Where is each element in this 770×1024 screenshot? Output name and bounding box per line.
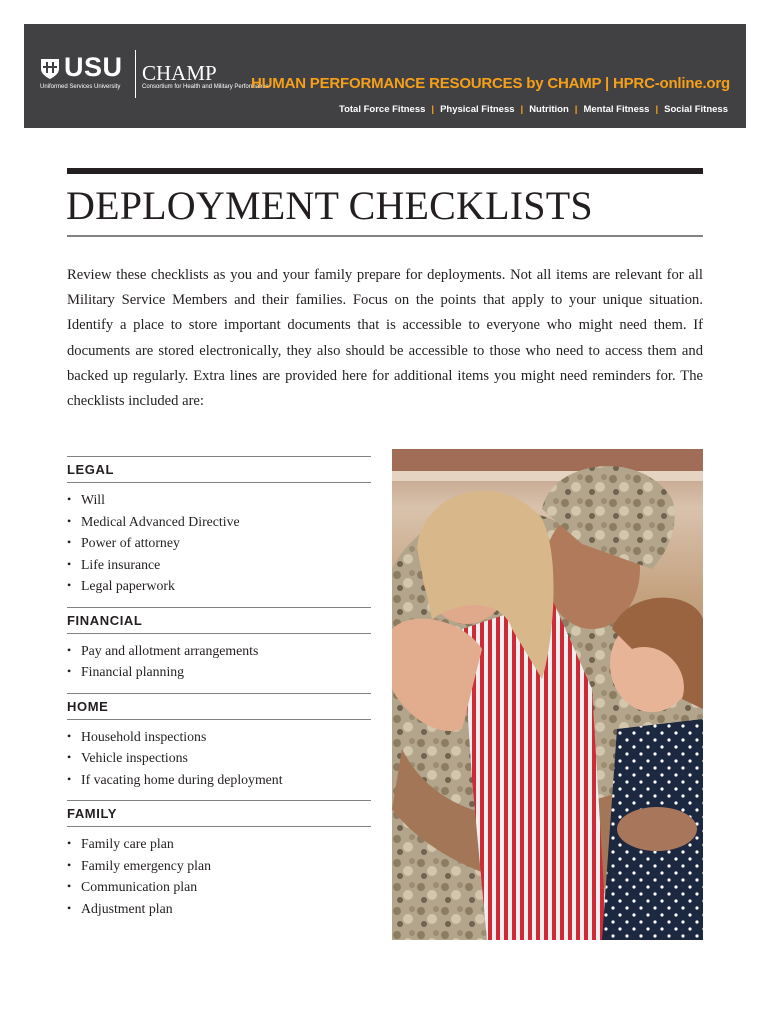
list-item: • Medical Advanced Directive: [67, 511, 371, 533]
section-heading-home: HOME: [67, 693, 371, 720]
nav-link-mental-fitness[interactable]: Mental Fitness: [583, 104, 650, 115]
list-item: • Household inspections: [67, 726, 371, 748]
section-heading-family: FAMILY: [67, 800, 371, 827]
list-item: • Family emergency plan: [67, 855, 371, 877]
list-item: • Power of attorney: [67, 532, 371, 554]
nav-separator: |: [431, 104, 435, 115]
nav-link-total-force-fitness[interactable]: Total Force Fitness: [338, 104, 426, 115]
list-item: • Communication plan: [67, 876, 371, 898]
nav-separator: |: [574, 104, 578, 115]
usu-shield-icon: [40, 58, 60, 80]
family-list: [67, 833, 371, 919]
checklists: [67, 456, 371, 929]
usu-subtitle: Uniformed Services University: [40, 84, 121, 90]
list-item: • Legal paperwork: [67, 575, 371, 597]
family-reunion-photo: [392, 449, 703, 940]
photo-illustration: [392, 449, 703, 940]
home-list: [67, 726, 371, 791]
list-item: • Life insurance: [67, 554, 371, 576]
financial-list: [67, 640, 371, 683]
logo-divider: [135, 50, 136, 98]
section-heading-legal: LEGAL: [67, 456, 371, 483]
title-top-rule: [67, 168, 703, 174]
nav-separator: |: [655, 104, 659, 115]
nav-link-physical-fitness[interactable]: Physical Fitness: [440, 104, 515, 115]
list-item: • Will: [67, 489, 371, 511]
champ-subtitle: Consortium for Health and Military Performance: [142, 84, 269, 90]
list-item: • Vehicle inspections: [67, 747, 371, 769]
list-item: • Financial planning: [67, 661, 371, 683]
list-item: • Family care plan: [67, 833, 371, 855]
header-banner: [24, 24, 746, 128]
title-bottom-rule: [67, 235, 703, 237]
intro-paragraph: Review these checklists as you and your family prepare for deployments. Not all items are relevant for all Military Service Members and their families. Focus on the points that apply to your unique situation. Identify a place to store important documents that is accessible to everyone who might need them. If documents are stored electronically, they also should be accessible to those who need to access them and backed up regularly. Extra lines are provided here for additional items you might need reminders for. The checklists included are:: [67, 267, 703, 410]
section-heading-financial: FINANCIAL: [67, 607, 371, 634]
nav-link-social-fitness[interactable]: Social Fitness: [664, 104, 728, 115]
usu-logo-text: USU: [64, 52, 123, 82]
nav-link-nutrition[interactable]: Nutrition: [529, 104, 569, 115]
hprc-nav: [339, 104, 728, 115]
nav-separator: |: [520, 104, 524, 115]
legal-list: [67, 489, 371, 597]
page-title: DEPLOYMENT CHECKLISTS: [66, 183, 593, 228]
list-item: • If vacating home during deployment: [67, 769, 371, 791]
champ-logo-text[interactable]: CHAMP: [142, 61, 217, 85]
list-item: • Pay and allotment arrangements: [67, 640, 371, 662]
hprc-title-link[interactable]: HUMAN PERFORMANCE RESOURCES by CHAMP | HPRC-online.org: [251, 75, 730, 92]
list-item: • Adjustment plan: [67, 898, 371, 920]
